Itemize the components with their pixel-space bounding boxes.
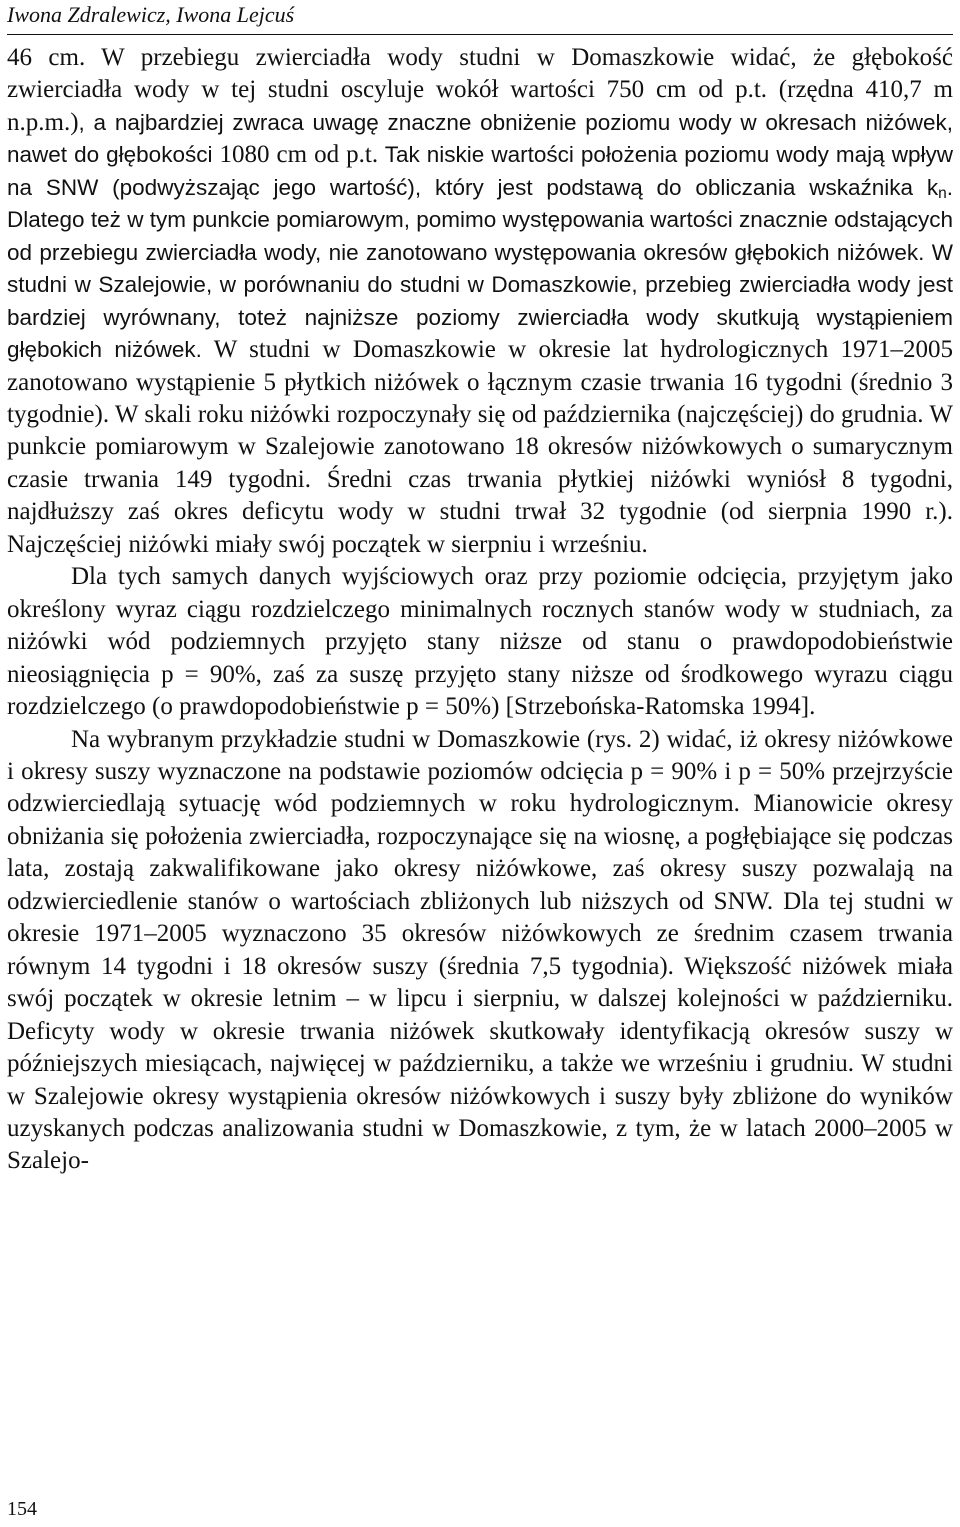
paragraph-1-part-5: . — [946, 174, 953, 200]
body-text — [7, 42, 953, 1178]
paragraph-1-part-6: Dlatego też w tym punkcie pomiarowym, pomimo występowania wartości znacznie odstających od przebiegu zwierciadła wody, nie zanotowano występowania okresów głębokich niżówek. — [7, 207, 953, 265]
paragraph-1-part-4: Tak niskie wartości położenia poziomu wody mają wpływ na SNW (podwyższając jego wartość), który jest podstawą do obliczania wskaźnika k — [7, 142, 953, 200]
paragraph-1-part-7: W studni w Szalejowie, w porównaniu do studni w Domaszkowie, przebieg zwierciadła wody jest bardziej wyrównany, toteż najniższe poziomy zwierciadła wody skutkują wystąpieniem głębokich niżówek. — [7, 239, 954, 363]
paragraph-1-part-2: , a najbardziej zwraca uwagę znaczne obniżenie poziomu wody w okresach niżówek, nawet do głębokości — [7, 109, 953, 168]
page-number: 154 — [7, 1498, 37, 1520]
paragraph-1-part-8: W studni w Domaszkowie w okresie lat hydrologicznych 1971–2005 zanotowano wystąpienie 5 płytkich niżówek o łącznym czasie trwania 16 tygodni (średnio 3 tygodnie). W skali roku niżówki rozpoczynały się od października (najczęściej) do grudnia. W punkcie pomiarowym w Szalejowie zanotowano 18 okresów niżówkowych o sumarycznym czasie trwania 149 tygodni. Średni czas trwania płytkiej niżówki wyniósł 8 tygodni, najdłuższy zaś okres deficytu wody w studni trwał 32 tygodnie (od sierpnia 1990 r.). Najczęściej niżówki miały swój początek w sierpniu i wrześniu. — [7, 336, 954, 558]
paragraph-1-part-1: 46 cm. W przebiegu zwierciadła wody studni w Domaszkowie widać, że głębokość zwierciadła wody w tej studni oscyluje wokół wartości 750 cm od p.t. (rzędna 410,7 m n.p.m.) — [7, 44, 953, 136]
running-header: Iwona Zdralewicz, Iwona Lejcuś — [7, 2, 953, 35]
paragraph-3: Na wybranym przykładzie studni w Domaszkowie (rys. 2) widać, iż okresy niżówkowe i okresy suszy wyznaczone na podstawie poziomów odcięcia p = 90% i p = 50% przejrzyście odzwierciedlają sytuację wód podziemnych w roku hydrologicznym. Mianowicie okresy obniżania się położenia zwierciadła, rozpoczynające się na wiosnę, a pogłębiające się podczas lata, zostają zakwalifikowane jako okresy niżówkowe, zaś okresy suszy pozwalają na odzwierciedlenie stanów o wartościach zbliżonych lub niższych od SNW. Dla tej studni w okresie 1971–2005 wyznaczono 35 okresów niżówkowych ze średnim czasem trwania równym 14 tygodni i 18 okresów suszy (średnia 7,5 tygodnia). Większość niżówek miała swój początek w okresie letnim – w lipcu i sierpniu, w dalszej kolejności w październiku. Deficyty wody w okresie trwania niżówek skutkowały identyfikacją okresów suszy w późniejszych miesiącach, najwięcej w październiku, a także we wrześniu i grudniu. W studni w Szalejowie okresy wystąpienia okresów niżówkowych i suszy były zbliżone do wyników uzyskanych podczas analizowania studni w Domaszkowie, z tym, że w latach 2000–2005 w Szalejo- — [7, 725, 953, 1175]
paragraph-2: Dla tych samych danych wyjściowych oraz przy poziomie odcięcia, przyjętym jako określony wyraz ciągu rozdzielczego minimalnych rocznych stanów wody w studniach, za niżówki wód podziemnych przyjęto stany niższe od stanu o prawdopodobieństwie nieosiągnięcia p = 90%, zaś za suszę przyjęto stany niższe od środkowego wyrazu ciągu rozdzielczego (o prawdopodobieństwie p = 50%) [Strzebońska-Ratomska 1994]. — [7, 563, 953, 721]
paragraph-1 — [7, 42, 953, 561]
paragraph-1-part-3: 1080 cm od p.t. — [219, 141, 379, 169]
kn-subscript: n — [938, 184, 947, 202]
